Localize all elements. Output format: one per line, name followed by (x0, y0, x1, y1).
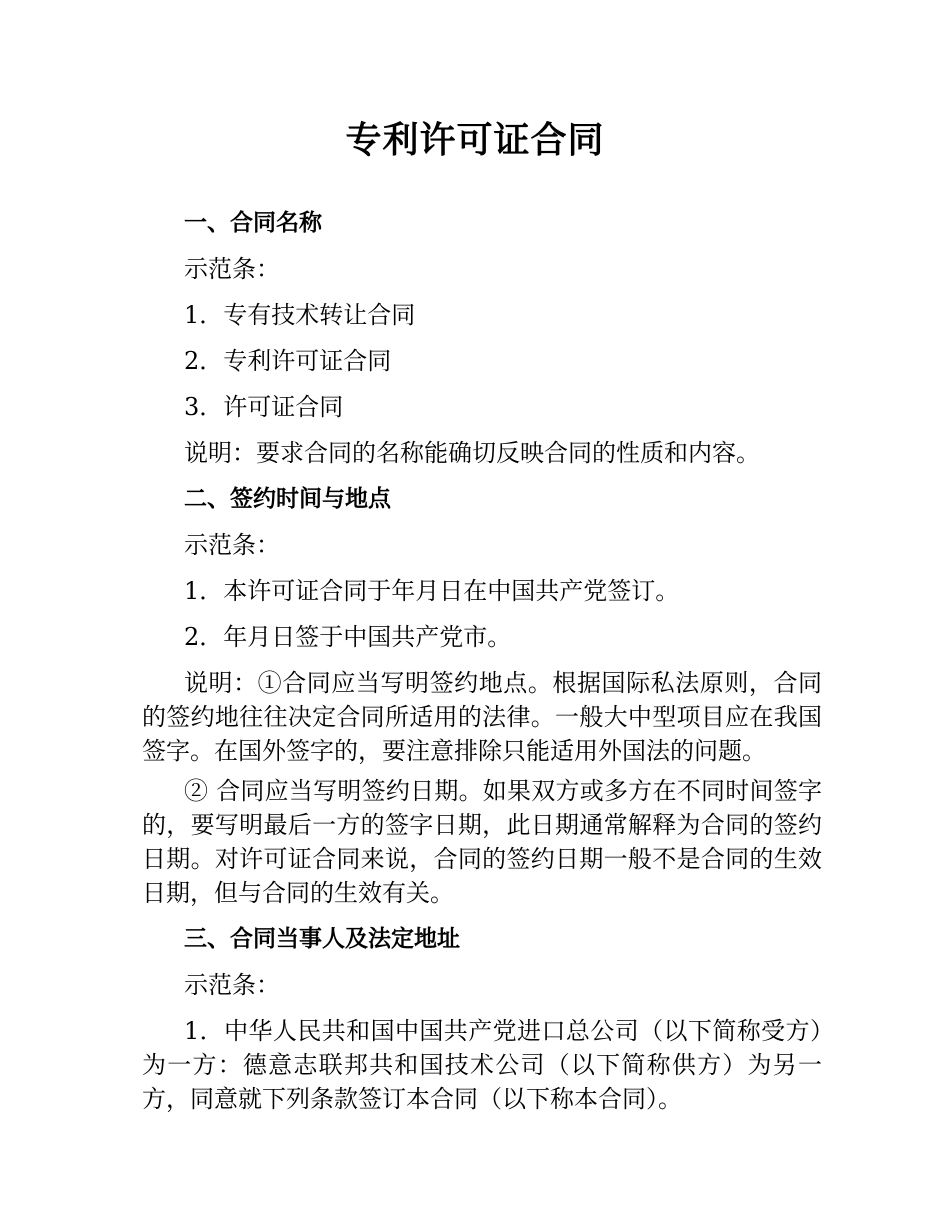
body-paragraph: 1．中华人民共和国中国共产党进口总公司（以下简称受方）为一方：德意志联邦共和国技术公司（以下简称供方）为另一方，同意就下列条款签订本合同（以下称本合同）。 (142, 1017, 822, 1113)
list-item: 1．本许可证合同于年月日在中国共产党签订。 (184, 577, 680, 605)
example-label-3: 示范条： (184, 971, 280, 999)
list-item: 3．许可证合同 (184, 393, 344, 421)
section-heading-3: 三、合同当事人及法定地址 (184, 926, 460, 952)
section-note-1: 说明：要求合同的名称能确切反映合同的性质和内容。 (184, 439, 760, 467)
document-body (142, 200, 822, 1122)
list-item: 2．年月日签于中国共产党市。 (184, 623, 512, 651)
section-heading-2: 二、签约时间与地点 (184, 486, 391, 512)
list-item: 1．专有技术转让合同 (184, 301, 416, 329)
section-note-paragraph: 说明：①合同应当写明签约地点。根据国际私法原则，合同的签约地往往决定合同所适用的法律。一般大中型项目应在我国签字。在国外签字的，要注意排除只能适用外国法的问题。 (142, 669, 822, 765)
section-heading-1: 一、合同名称 (184, 210, 322, 236)
list-item: 2．专利许可证合同 (184, 347, 392, 375)
document-title: 专利许可证合同 (345, 120, 605, 161)
section-note-paragraph: ② 合同应当写明签约日期。如果双方或多方在不同时间签字的，要写明最后一方的签字日期，此日期通常解释为合同的签约日期。对许可证合同来说，合同的签约日期一般不是合同的生效日期，但与合同的生效有关。 (142, 777, 822, 907)
example-label-2: 示范条： (184, 531, 280, 559)
example-label-1: 示范条： (184, 255, 280, 283)
